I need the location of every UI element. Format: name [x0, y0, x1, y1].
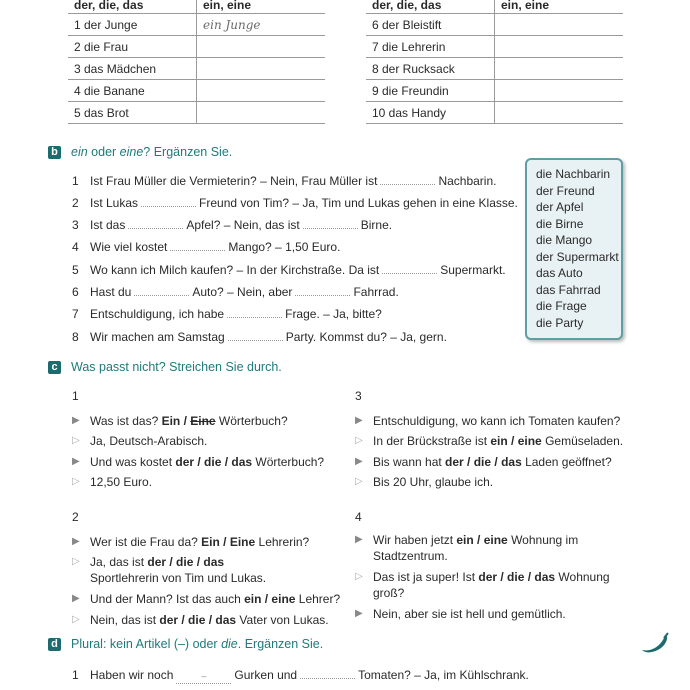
noun-cell: 7 die Lehrerin [366, 36, 495, 58]
table-row [366, 80, 623, 102]
word-item: die Birne [536, 216, 584, 231]
noun-cell: 10 das Handy [366, 102, 495, 124]
dialog-line: ▷ In der Brückstraße ist ein / eine Gemüseladen. [355, 431, 645, 452]
section-badge: d [48, 638, 61, 651]
text: Nachbarin. [438, 174, 497, 188]
answer-cell[interactable] [495, 36, 624, 58]
answer-cell[interactable] [197, 102, 326, 124]
group-number: 4 [355, 510, 362, 524]
answer-cell[interactable] [495, 102, 624, 124]
line-number: 5 [72, 263, 79, 277]
outline-arrow-icon: ▷ [72, 435, 80, 446]
text: Ist Lukas [90, 196, 139, 210]
title-part: die [221, 637, 238, 651]
blank-field[interactable] [300, 668, 355, 679]
dialog-line: ▷ Nein, das ist der / die / das Vater von Lukas. [72, 610, 347, 631]
noun-cell: 8 der Rucksack [366, 58, 495, 80]
word-item: der Supermarkt [536, 249, 619, 264]
noun-cell: 3 das Mädchen [68, 58, 197, 80]
text: Freund von Tim? – Ja, Tim und Lukas gehen in eine Klasse. [199, 196, 518, 210]
title-part: eine [119, 145, 144, 159]
section-c-title [48, 360, 282, 374]
chili-pepper-icon [640, 632, 672, 654]
noun-cell: 5 das Brot [68, 102, 197, 124]
answer-cell[interactable] [197, 58, 326, 80]
text: Hast du [90, 285, 132, 299]
line-number: 1 [72, 174, 79, 188]
filled-arrow-icon: ▶ [355, 455, 363, 467]
line-number: 7 [72, 307, 79, 321]
line-number: 2 [72, 196, 79, 210]
noun-cell: 4 die Banane [68, 80, 197, 102]
text: Auto? – Nein, aber [192, 285, 293, 299]
title-part: Plural: kein Artikel (–) oder [71, 637, 222, 651]
table-row [366, 36, 623, 58]
table-articles-left [68, 0, 325, 124]
word-item: die Frage [536, 299, 587, 313]
word-item: die Nachbarin [536, 167, 611, 181]
outline-arrow-icon: ▷ [355, 435, 363, 446]
section-badge: b [48, 146, 61, 159]
blank-field[interactable]: – [176, 673, 231, 684]
exercise-line [72, 196, 518, 210]
filled-arrow-icon: ▶ [355, 414, 363, 426]
dialog-group-1 [72, 386, 342, 493]
word-item: die Party [536, 315, 584, 330]
word-box [525, 158, 623, 340]
table-row [68, 80, 325, 102]
blank-field[interactable] [380, 174, 435, 185]
group-number: 1 [72, 389, 79, 403]
dialog-line: ▶ Wer ist die Frau da? Ein / Eine Lehrerin? [72, 532, 347, 553]
text: Frage. – Ja, bitte? [285, 307, 382, 321]
exercise-line [72, 263, 506, 277]
filled-arrow-icon: ▶ [72, 593, 80, 604]
dialog-line: ▶ Und der Mann? Ist das auch ein / eine Lehrer? [72, 589, 347, 610]
dialog-line: ▶ Und was kostet der / die / das Wörterbuch? [72, 452, 342, 473]
outline-arrow-icon: ▷ [72, 476, 80, 487]
dialog-line: ▶ Was ist das? Ein / Eine Wörterbuch? [72, 411, 342, 432]
exercise-line [72, 668, 529, 684]
word-item: das Fahrrad [536, 282, 601, 297]
text: Gurken und [234, 668, 298, 682]
section-d-title [48, 637, 323, 651]
outline-arrow-icon: ▷ [72, 556, 80, 567]
dialog-line: ▷ 12,50 Euro. [72, 472, 342, 493]
exercise-line [72, 307, 382, 321]
table-articles-right [366, 0, 623, 124]
table-row [366, 58, 623, 80]
exercise-line [72, 240, 340, 254]
line-number: 8 [72, 330, 79, 344]
dialog-line: ▶ Bis wann hat der / die / das Laden geöffnet? [355, 452, 645, 473]
word-item: der Apfel [536, 200, 584, 214]
title-part: oder [87, 145, 120, 159]
noun-cell: 6 der Bleistift [366, 14, 495, 36]
blank-field[interactable] [227, 307, 282, 318]
line-number: 4 [72, 240, 79, 254]
blank-field[interactable] [128, 218, 183, 229]
dialog-group-4 [355, 507, 625, 624]
exercise-line [72, 174, 496, 188]
dialog-group-2 [72, 507, 347, 630]
dialog-line: ▶ Entschuldigung, wo kann ich Tomaten kaufen? [355, 411, 645, 432]
word-item: das Auto [536, 266, 583, 280]
table-row [68, 14, 325, 36]
group-number: 3 [355, 389, 362, 403]
text: Apfel? – Nein, das ist [186, 218, 300, 232]
blank-field[interactable] [382, 263, 437, 274]
col-header: der, die, das [366, 0, 495, 14]
col-header: ein, eine [197, 0, 326, 14]
answer-cell[interactable] [495, 58, 624, 80]
exercise-line [72, 285, 399, 299]
filled-arrow-icon: ▶ [72, 414, 80, 426]
title-part: . Ergänzen Sie. [237, 637, 324, 651]
col-header: der, die, das [68, 0, 197, 14]
line-number: 3 [72, 218, 79, 232]
title-text: Was passt nicht? Streichen Sie durch. [71, 360, 282, 374]
group-number: 2 [72, 510, 79, 524]
blank-field[interactable] [228, 330, 283, 341]
word-item: die Mango [536, 233, 593, 247]
blank-field[interactable] [170, 240, 225, 251]
text: Mango? – 1,50 Euro. [228, 240, 341, 254]
table-row [68, 36, 325, 58]
table-row [366, 14, 623, 36]
title-part: ? Ergänzen Sie. [143, 145, 233, 159]
text: Ist Frau Müller die Vermieterin? – Nein, Frau Müller ist [90, 174, 378, 188]
dialog-line: ▷ Ja, das ist der / die / das Sportlehrerin von Tim und Lukas. [72, 555, 267, 585]
text: Entschuldigung, ich habe [90, 307, 225, 321]
text: Supermarkt. [440, 263, 506, 277]
text: Wo kann ich Milch kaufen? – In der Kirchstraße. Da ist [90, 263, 380, 277]
answer-cell[interactable] [495, 14, 624, 36]
text: Wie viel kostet [90, 240, 168, 254]
title-part: ein [71, 145, 88, 159]
table-row [68, 58, 325, 80]
text: Ist das [90, 218, 126, 232]
exercise-line [72, 330, 447, 344]
table-row [366, 102, 623, 124]
section-b-title [48, 145, 232, 159]
blank-field[interactable] [134, 285, 189, 296]
text: Haben wir noch [90, 668, 174, 682]
blank-field[interactable] [141, 196, 196, 207]
text: Fahrrad. [353, 285, 399, 299]
col-header: ein, eine [495, 0, 624, 14]
dialog-group-3 [355, 386, 645, 493]
filled-arrow-icon: ▶ [72, 455, 80, 467]
filled-arrow-icon: ▶ [355, 607, 363, 619]
text: Birne. [360, 218, 393, 232]
noun-cell: 2 die Frau [68, 36, 197, 58]
filled-arrow-icon: ▶ [355, 533, 363, 545]
blank-field[interactable] [295, 285, 350, 296]
blank-field[interactable] [303, 218, 358, 229]
noun-cell: 1 der Junge [68, 14, 197, 36]
dialog-line: ▷ Das ist ja super! Ist der / die / das Wohnung groß? [355, 569, 610, 600]
outline-arrow-icon: ▷ [355, 570, 363, 582]
text: Wir machen am Samstag [90, 330, 225, 344]
exercise-line [72, 218, 392, 232]
outline-arrow-icon: ▷ [355, 476, 363, 487]
outline-arrow-icon: ▷ [72, 613, 80, 625]
section-badge: c [48, 361, 61, 374]
answer-cell[interactable] [495, 80, 624, 102]
word-item: der Freund [536, 183, 595, 198]
text: Tomaten? – Ja, im Kühlschrank. [358, 668, 529, 682]
table-row [68, 102, 325, 124]
dialog-line: ▶ Nein, aber sie ist hell und gemütlich. [355, 604, 625, 625]
line-number: 6 [72, 285, 79, 299]
dialog-line: ▷ Bis 20 Uhr, glaube ich. [355, 472, 645, 493]
noun-cell: 9 die Freundin [366, 80, 495, 102]
dialog-line: ▶ Wir haben jetzt ein / eine Wohnung im Stadtzentrum. [355, 532, 579, 563]
line-number: 1 [72, 668, 79, 682]
answer-cell[interactable] [197, 36, 326, 58]
answer-cell[interactable]: ein Junge [197, 14, 326, 36]
dialog-line: ▷ Ja, Deutsch-Arabisch. [72, 431, 342, 452]
answer-cell[interactable] [197, 80, 326, 102]
text: Party. Kommst du? – Ja, gern. [285, 330, 447, 344]
filled-arrow-icon: ▶ [72, 535, 80, 547]
